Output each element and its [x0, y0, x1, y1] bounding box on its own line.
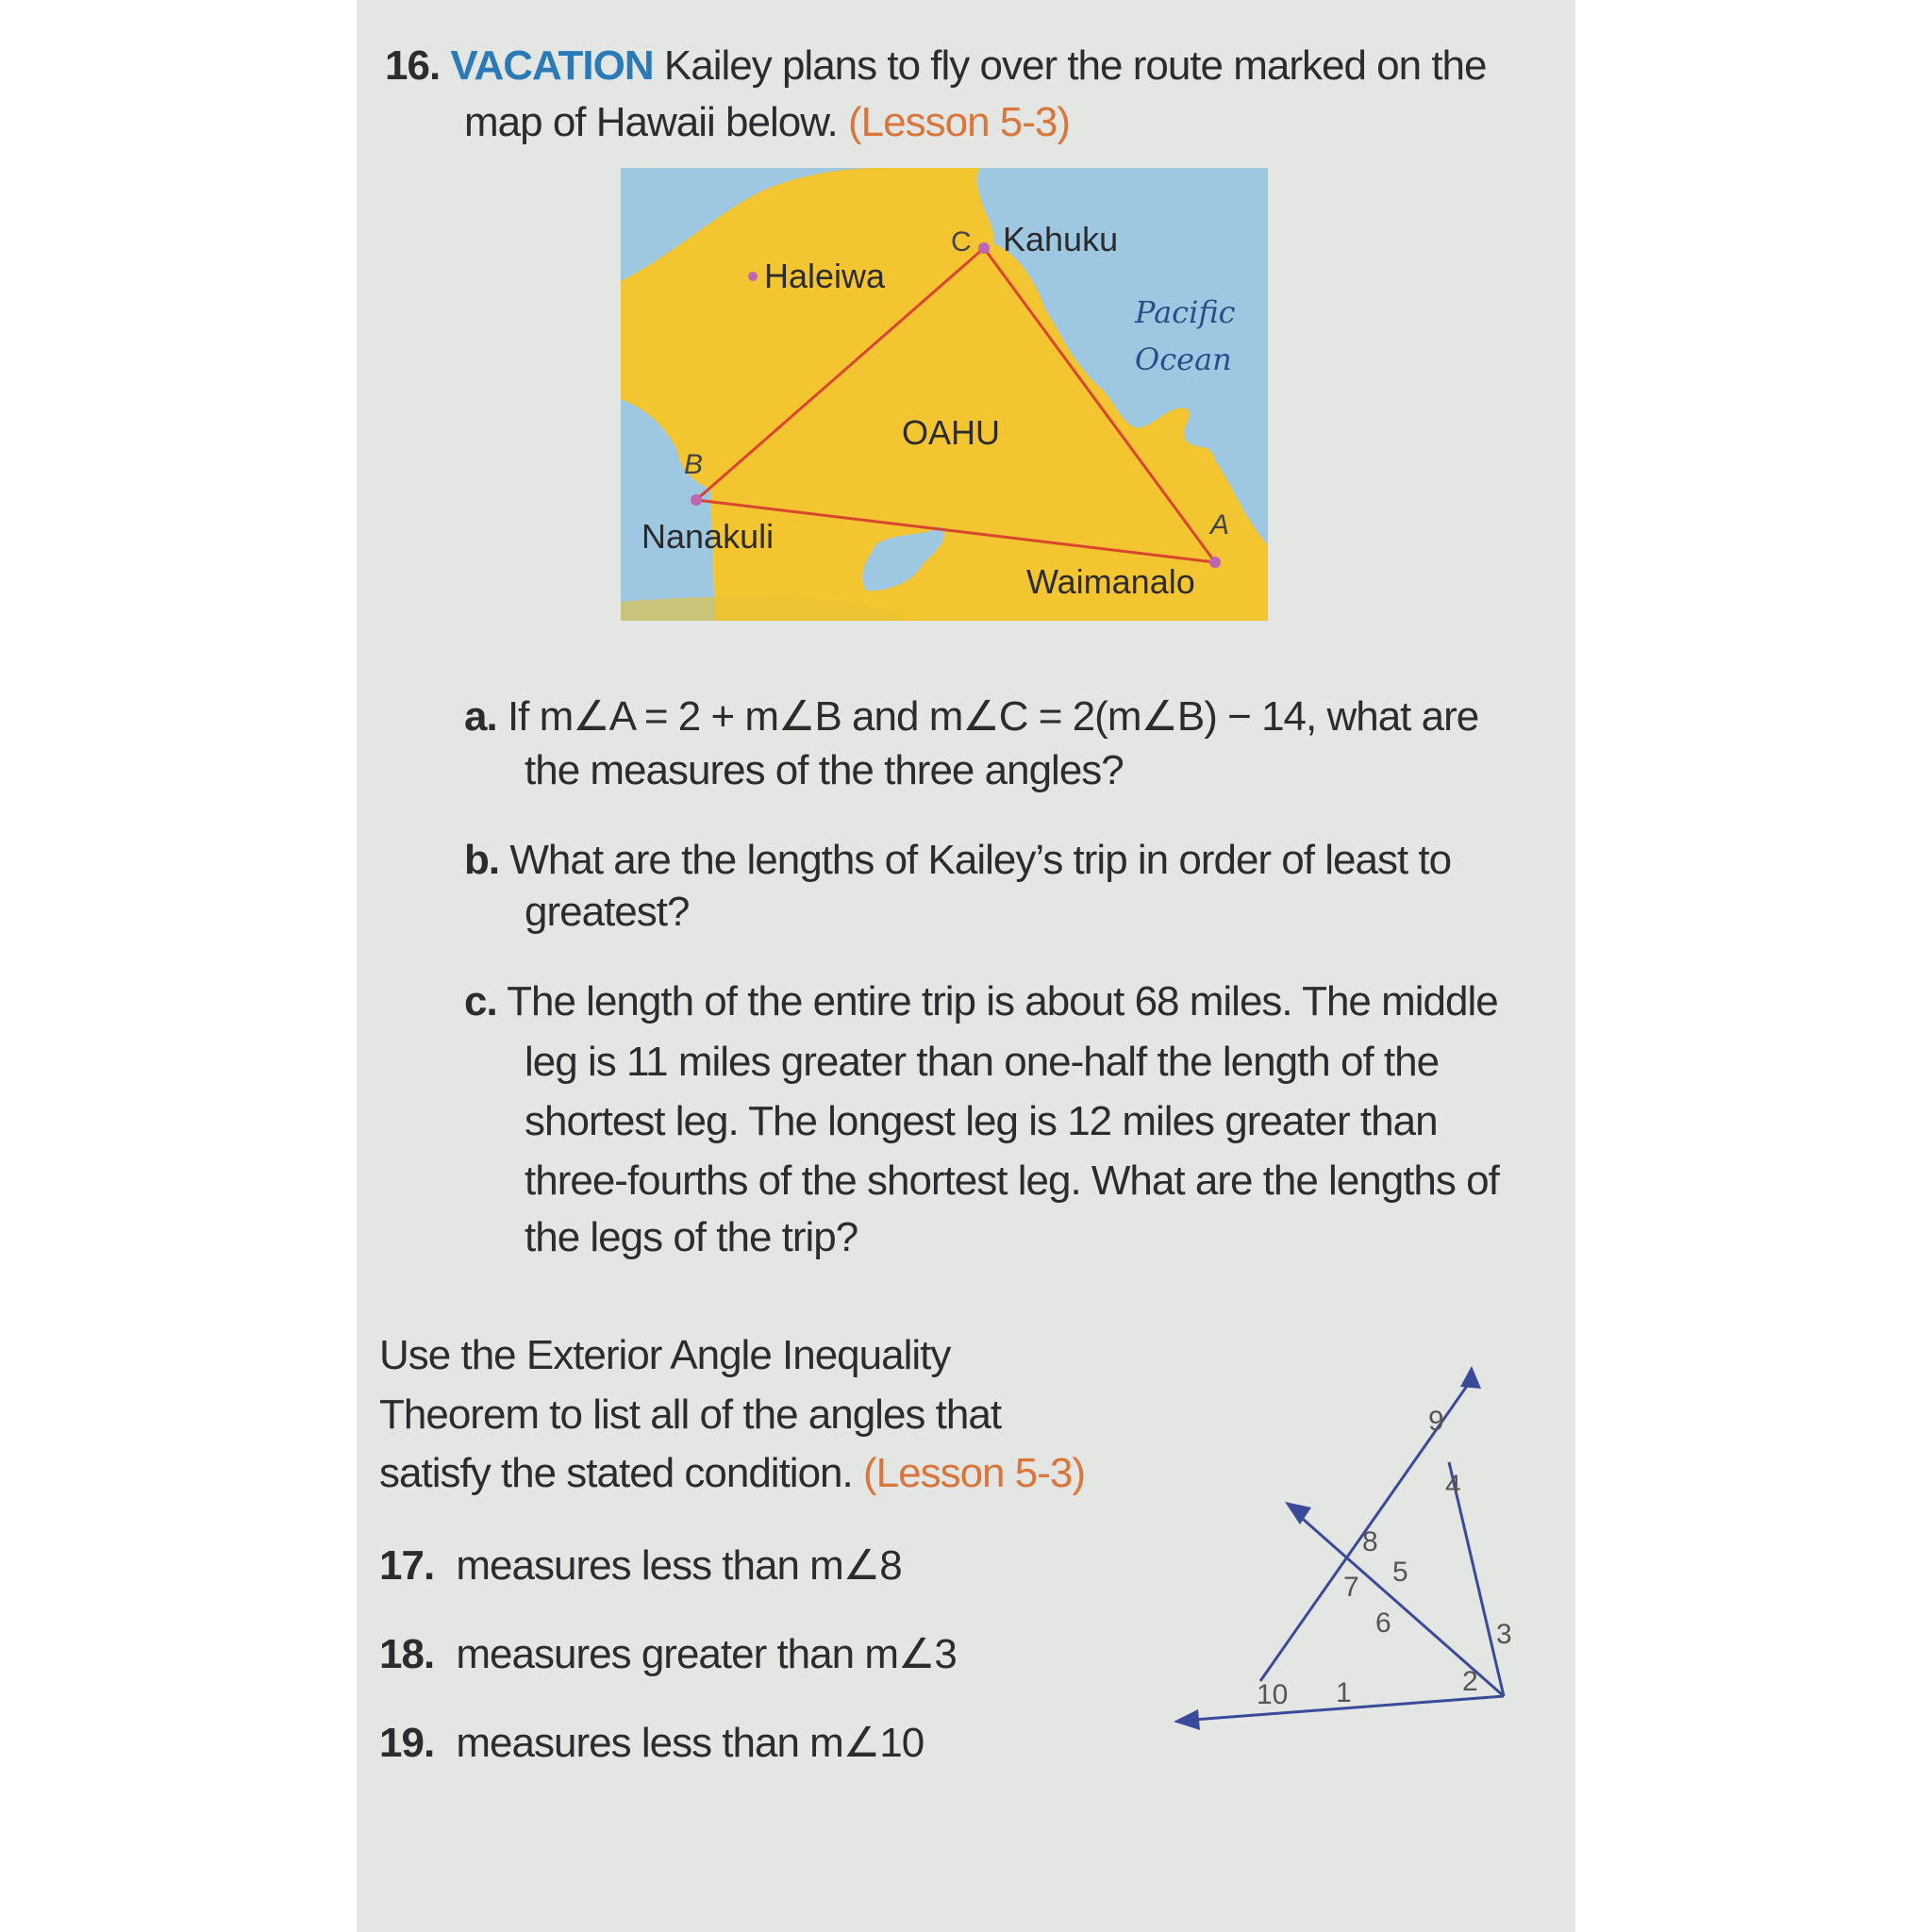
angle-label-3: 3 [1496, 1619, 1512, 1650]
exercise-18 [379, 1624, 957, 1685]
angle-label-8: 8 [1362, 1526, 1378, 1557]
lesson-reference: (Lesson 5-3) [848, 99, 1071, 145]
vertex-label-c: C [951, 226, 972, 258]
exercise-text: measures less than m∠8 [456, 1542, 902, 1589]
vertex-label-b: B [684, 449, 704, 480]
exercise-text: measures less than m∠10 [456, 1720, 924, 1766]
problem-16-line2 [464, 92, 1070, 153]
exercise-text: measures greater than m∠3 [456, 1631, 957, 1677]
instructions-line1: Use the Exterior Angle Inequality [379, 1332, 951, 1378]
part-b-line2: greatest? [525, 889, 690, 935]
exercise-number: 17. [379, 1542, 435, 1589]
problem-number: 16. [385, 42, 441, 89]
part-a-text1: If m∠A = 2 + m∠B and m∠C = 2(m∠B) − 14, what are [507, 693, 1479, 740]
part-c-line5: the legs of the trip? [525, 1214, 858, 1260]
label-nanakuli: Nanakuli [641, 517, 774, 556]
instructions-line3 [379, 1443, 1085, 1504]
angle-label-6: 6 [1375, 1607, 1391, 1639]
label-waimanalo: Waimanalo [1026, 562, 1195, 601]
part-a-line2: the measures of the three angles? [525, 747, 1124, 793]
part-c-letter: c. [464, 978, 497, 1024]
label-oahu: OAHU [902, 413, 1001, 452]
part-c-line2: leg is 11 miles greater than one-half the length of the [525, 1039, 1440, 1085]
label-haleiwa: Haleiwa [764, 257, 886, 295]
angle-label-5: 5 [1392, 1557, 1408, 1588]
angle-label-2: 2 [1462, 1666, 1478, 1697]
problem-text-line2: map of Hawaii below. [464, 99, 848, 145]
problem-keyword: VACATION [450, 42, 654, 89]
problem-text-line1: Kailey plans to fly over the route marked on the [653, 42, 1487, 89]
angle-label-1b: 1 [1336, 1677, 1352, 1708]
angle-label-10: 10 [1257, 1679, 1289, 1710]
angle-label-9: 9 [1428, 1406, 1444, 1437]
part-a-letter: a. [464, 693, 497, 740]
part-b-text1: What are the lengths of Kailey’s trip in order of least to [509, 837, 1452, 883]
exercise-number: 19. [379, 1720, 435, 1766]
vertex-label-a: A [1210, 509, 1230, 541]
label-kahuku: Kahuku [1003, 220, 1119, 258]
exercise-19 [379, 1713, 924, 1774]
instructions-lesson: (Lesson 5-3) [862, 1450, 1085, 1496]
exercise-17 [379, 1536, 902, 1596]
instructions-text3: satisfy the stated condition. [379, 1450, 863, 1496]
hawaii-map [621, 168, 1268, 621]
angle-label-4: 4 [1445, 1470, 1461, 1501]
part-c-line3: shortest leg. The longest leg is 12 miles greater than [525, 1098, 1438, 1144]
exercise-number: 18. [379, 1631, 435, 1677]
label-ocean: Ocean [1135, 341, 1232, 377]
part-c-text1: The length of the entire trip is about 68 miles. The middle [507, 978, 1498, 1024]
part-a-line1 [464, 687, 1478, 747]
instructions-line2: Theorem to list all of the angles that [379, 1391, 1002, 1438]
label-pacific: Pacific [1135, 294, 1236, 330]
diagram-angle-labels [1174, 1358, 1532, 1755]
part-b-letter: b. [464, 837, 500, 883]
part-c-line1 [464, 972, 1498, 1032]
part-c-line4: three-fourths of the shortest leg. What are the lengths of [525, 1158, 1499, 1204]
angle-label-7: 7 [1343, 1572, 1359, 1603]
problem-16-line1 [385, 36, 1487, 96]
label-pacific-ocean [1135, 289, 1236, 383]
